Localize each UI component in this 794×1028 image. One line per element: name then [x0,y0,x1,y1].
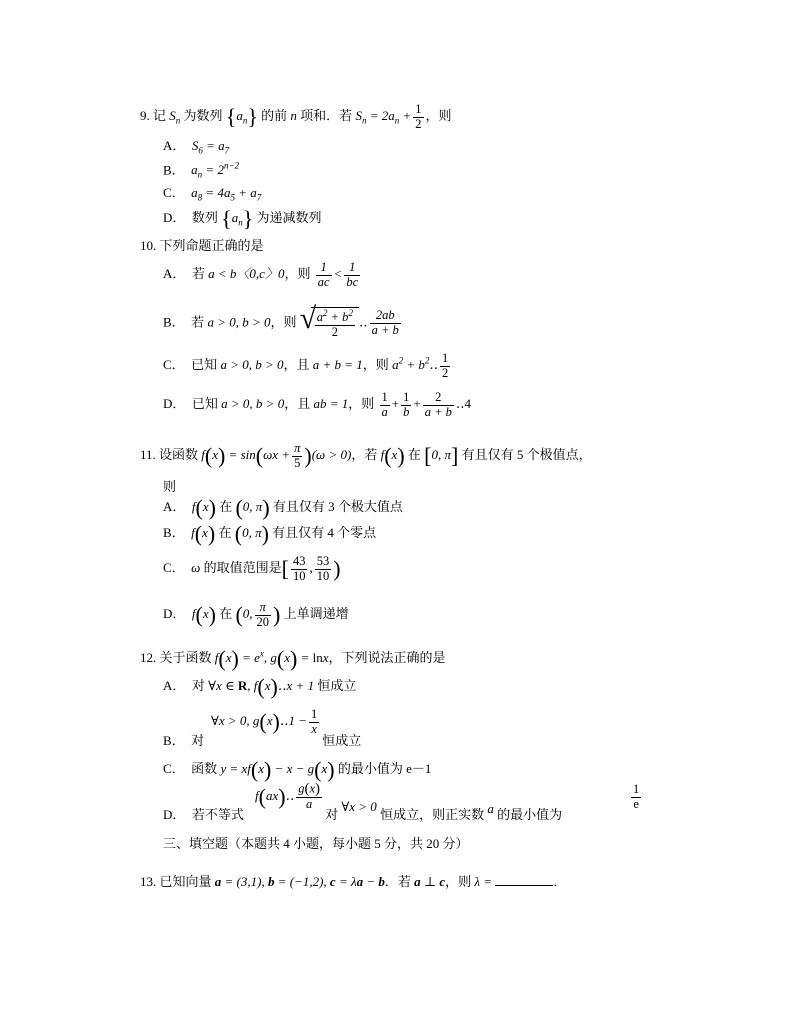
q9-sn: $S_n$ [169,108,181,126]
q10-stem: 10. 下列命题正确的是 [140,238,264,253]
q9-option-d: D． 数列 $\{a_n\}$ 为递减数列 [163,206,322,231]
q9-seq: $\{a_n\}$ [225,104,258,130]
q11-option-a: A． f(x) 在 (0, π) 有且仅有 3 个极大值点 [163,495,403,520]
q13-stem: 13. 已知向量 a = (3,1), b = (−1,2), c = λa − b．若 a ⊥ c，则 λ = ． [140,874,567,889]
q10-option-d: D． 已知 a > 0, b > 0，且 ab = 1，则 $\frac{1}{a}$ + $\frac{1}{b}$ + $\frac{2}{a + b}$ ‥4 [163,390,472,419]
q9-stem-mid1: 为数列 [180,108,226,124]
q12-option-d: D． 若不等式 对 ∀x > 0 恒成立，则正实数 a 的最小值为 [163,799,563,822]
q11-option-c: C． ω 的取值范围是[ $\frac{43}{10}$ , $\frac{53}{10}$ ) [163,554,341,583]
q12-stem: 12. 关于函数 $f(x) = e^x$, g(x) = lnx，下列说法正确的是 [140,646,446,671]
q9-stem-end: ，则 [425,108,452,124]
q10-option-a: A． 若 a < b〈0,c〉0，则 $\frac{1}{ac}$ < $\frac{1}{bc}$ [163,260,359,289]
q12-option-d-answer: $\frac{1}{e}$ [633,782,640,811]
q10-option-b: B． 若 a > 0, b > 0，则 √ $\frac{a^2 + b^2}{2}$ ‥ $\frac{2ab}{a + b}$ [163,302,399,339]
q13-answer-blank[interactable] [495,873,553,886]
q12-option-d-formula: f(ax)‥ $\frac{g(x)}{a}$ [255,781,321,811]
q11-stem-line2: 则 [163,479,177,494]
q9-stem-mid3: 项和．若 [296,108,356,124]
q9-stem-mid2: 的前 [257,108,291,124]
q10-option-c: C． 已知 a > 0, b > 0，且 a + b = 1，则 $a^2$ + $b^2‥$ $\frac{1}{2}$ [163,351,449,380]
q9-formula: $S_n = 2a_n$ + [355,108,412,126]
q12-option-b-formula: ∀x > 0, g(x)‥1 − $\frac{1}{x}$ [211,707,318,736]
q11-stem: 11. 设函数 f(x) = sin(ωx + $\frac{\pi}{5}$ )(ω > 0)，若 f(x) 在 [0, π] 有且仅有 5 个极值点， [140,441,592,470]
section-3-title: 三、填空题（本题共 4 小题，每小题 5 分，共 20 分） [163,836,469,851]
q12-option-c: C． 函数 y = xf(x) − x − g(x) 的最小值为 e－1 [163,757,432,782]
q9-option-c: C． $a_8 = 4a_5 + a_7$ [163,185,262,203]
q11-option-b: B． f(x) 在 (0, π) 有且仅有 4 个零点 [163,521,377,546]
q9-n: n [290,108,297,124]
q9-option-a: A． $S_6 = a_7$ [163,138,230,156]
q12-option-a: A． 对 ∀x ∈ R, f(x)‥x + 1 恒成立 [163,674,357,699]
q10-sqrt: √ $\frac{a^2 + b^2}{2}$ [300,307,359,340]
q9-option-b: B． $a_n = 2^{n-2}$ [163,161,240,180]
q9-stem [140,103,452,132]
q9-fraction-half: $\frac{1}{2}$ [415,102,422,131]
q9-stem-pre: 9. 记 [140,108,170,124]
q12-option-b: B． 对 恒成立 [163,733,362,748]
q11-option-d: D． f(x) 在 (0, $\frac{\pi}{20}$ ) 上单调递增 [163,600,349,629]
